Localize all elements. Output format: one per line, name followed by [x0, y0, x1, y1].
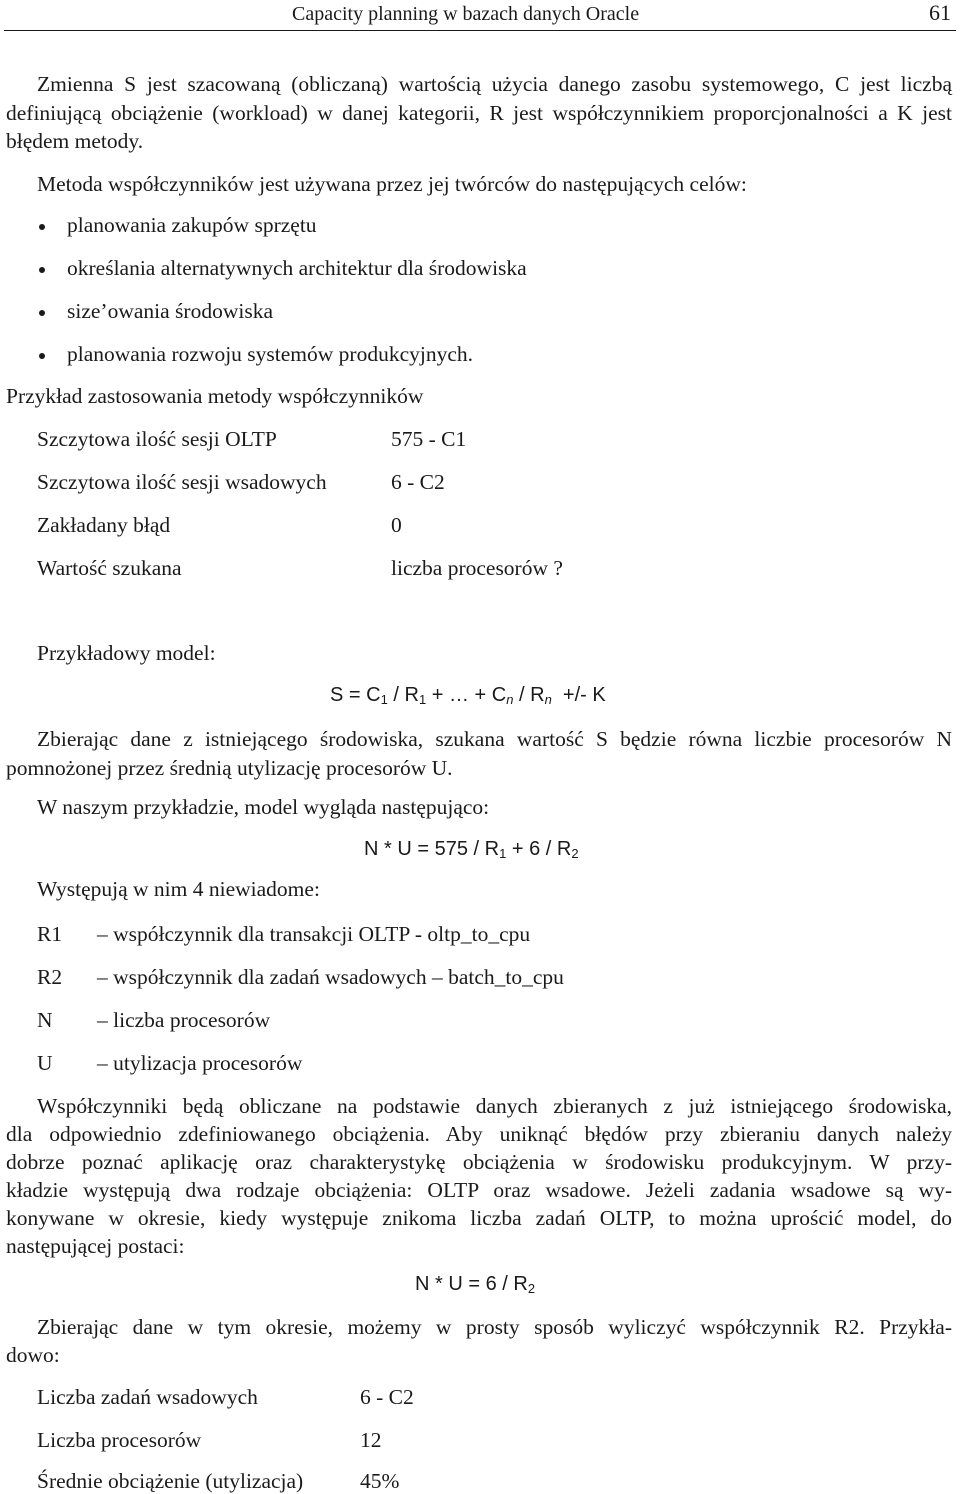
- bullet-dot-icon: [39, 353, 45, 359]
- paragraph-line: konywane w okresie, kiedy występuje znikoma liczba zadań OLTP, to można uprościć model, do: [6, 1206, 952, 1230]
- unknowns-label: Występują w nim 4 niewiadome:: [37, 877, 320, 901]
- final-label: Liczba procesorów: [37, 1428, 202, 1452]
- formula-text: + 6 / R: [506, 838, 572, 860]
- example-heading: Przykład zastosowania metody współczynników: [6, 384, 424, 408]
- final-label: Liczba zadań wsadowych: [37, 1385, 258, 1409]
- bullet-item: planowania rozwoju systemów produkcyjnych.: [67, 342, 474, 366]
- paragraph-method-uses: Metoda współczynników jest używana przez jej twórców do następujących celów:: [37, 172, 747, 196]
- formula-text: / R: [513, 684, 545, 706]
- bullet-item: określania alternatywnych architektur dla środowiska: [67, 256, 527, 280]
- paragraph-line: następującej postaci:: [6, 1234, 185, 1258]
- header-rule: [4, 30, 956, 31]
- formula-text: N * U = 575 / R: [364, 838, 500, 860]
- formula-subscript: n: [506, 692, 514, 707]
- unknown-description: – współczynnik dla zadań wsadowych – batch_to_cpu: [97, 965, 564, 989]
- formula-subscript: 2: [571, 846, 579, 861]
- final-value: 6 - C2: [360, 1385, 414, 1409]
- example-value: 575 - C1: [391, 427, 467, 451]
- formula-example-model: [364, 838, 579, 861]
- example-value: liczba procesorów ?: [391, 556, 563, 580]
- unknown-description: – liczba procesorów: [97, 1008, 271, 1032]
- final-value: 12: [360, 1428, 382, 1452]
- example-label: Szczytowa ilość sesji OLTP: [37, 427, 277, 451]
- unknown-symbol: R1: [37, 922, 63, 946]
- formula-text: + … + C: [426, 684, 507, 706]
- unknown-description: – utylizacja procesorów: [97, 1051, 303, 1075]
- paragraph-line: Zbierając dane w tym okresie, możemy w prosty sposób wyliczyć współczynnik R2. Przykła-: [37, 1315, 952, 1339]
- final-label: Średnie obciążenie (utylizacja): [37, 1469, 304, 1493]
- bullet-item: size’owania środowiska: [67, 299, 273, 323]
- bullet-dot-icon: [39, 310, 45, 316]
- formula-text: S = C: [330, 684, 381, 706]
- paragraph-line: kładzie występują dwa rodzaje obciążenia: OLTP oraz wsadowe. Jeżeli zadania wsadowe są wy-: [6, 1178, 952, 1202]
- unknown-symbol: N: [37, 1008, 53, 1032]
- formula-subscript: 2: [527, 1281, 536, 1296]
- formula-text: N * U = 6 / R: [415, 1273, 528, 1295]
- formula-subscript: 1: [418, 692, 427, 707]
- formula-text: / R: [387, 684, 419, 706]
- final-value: 45%: [360, 1469, 400, 1493]
- paragraph-definitions-text: Zmienna S jest szacowaną (obliczaną) wartością użycia danego zasobu systemowego, C jest liczbą definiującą obciążenie (workload) w danej kategorii, R jest współczynnikiem proporcjonalności a K jest błędem metody.: [6, 72, 952, 154]
- page-number: 61: [929, 0, 951, 25]
- example-value: 6 - C2: [391, 470, 445, 494]
- bullet-dot-icon: [39, 267, 45, 273]
- formula-subscript: 1: [380, 692, 388, 707]
- example-label: Szczytowa ilość sesji wsadowych: [37, 470, 327, 494]
- example-label: Wartość szukana: [37, 556, 182, 580]
- paragraph-collecting-data: [6, 725, 952, 782]
- formula-text: +/- K: [551, 684, 606, 706]
- formula-simplified-model: [415, 1273, 535, 1296]
- paragraph-line: Współczynniki będą obliczane na podstawie danych zbieranych z już istniejącego środowiska,: [37, 1094, 952, 1118]
- paragraph-definitions: [6, 70, 952, 156]
- bullet-item: planowania zakupów sprzętu: [67, 213, 317, 237]
- paragraph-collecting-data-text: Zbierając dane z istniejącego środowiska, szukana wartość S będzie równa liczbie procesorów N pomnożonej przez średnią utylizację procesorów U.: [6, 727, 952, 780]
- paragraph-our-example: W naszym przykładzie, model wygląda następująco:: [37, 795, 490, 819]
- formula-subscript: 1: [499, 846, 507, 861]
- model-label: Przykładowy model:: [37, 641, 216, 665]
- unknown-description: – współczynnik dla transakcji OLTP - oltp_to_cpu: [97, 922, 531, 946]
- bullet-dot-icon: [39, 224, 45, 230]
- unknown-symbol: U: [37, 1051, 53, 1075]
- example-value: 0: [391, 513, 402, 537]
- paragraph-line: dla odpowiednio zdefiniowanego obciążenia. Aby uniknąć błędów przy zbieraniu danych należy: [6, 1122, 952, 1146]
- example-label: Zakładany błąd: [37, 513, 171, 537]
- formula-subscript: n: [544, 692, 552, 707]
- running-header-title: Capacity planning w bazach danych Oracle: [292, 3, 640, 25]
- formula-general-model: [330, 684, 606, 707]
- paragraph-line: dobrze poznać aplikację oraz charakterystykę obciążenia w środowisku produkcyjnym. W przy-: [6, 1150, 952, 1174]
- unknown-symbol: R2: [37, 965, 63, 989]
- paragraph-line: dowo:: [6, 1343, 60, 1367]
